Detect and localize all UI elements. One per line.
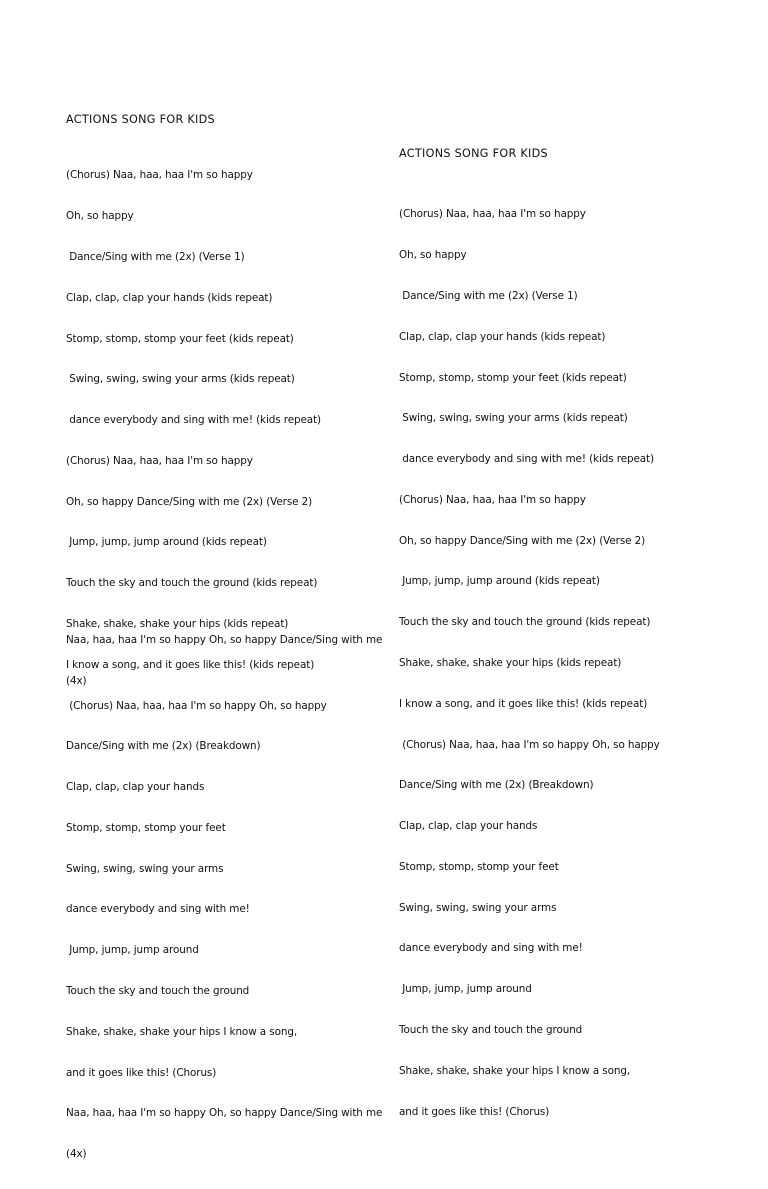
lyric-line: Touch the sky and touch the ground — [399, 1024, 583, 1036]
lyric-line: Oh, so happy — [66, 210, 134, 223]
lyric-line: Naa, haa, haa I'm so happy Oh, so happy Dance/Sing with me — [66, 1107, 383, 1120]
lyric-line: (Chorus) Naa, haa, haa I'm so happy Oh, so happy — [66, 699, 327, 712]
lyric-line: Jump, jump, jump around — [66, 944, 199, 957]
lyric-line: (4x) — [66, 674, 87, 687]
lyric-line: dance everybody and sing with me! — [399, 942, 583, 955]
lyric-line: Shake, shake, shake your hips (kids repeat) — [66, 617, 289, 630]
lyric-line: Stomp, stomp, stomp your feet — [399, 860, 559, 873]
lyric-line: Dance/Sing with me (2x) (Breakdown) — [66, 740, 261, 753]
lyric-line: Swing, swing, swing your arms (kids repeat) — [66, 373, 295, 386]
lyric-line: Swing, swing, swing your arms — [66, 862, 224, 875]
lyric-line: Dance/Sing with me (2x) (Verse 1) — [399, 289, 578, 302]
lyric-line: Shake, shake, shake your hips I know a song, — [399, 1064, 631, 1077]
lyric-line: Dance/Sing with me (2x) (Verse 1) — [66, 250, 245, 263]
lyric-line: Oh, so happy Dance/Sing with me (2x) (Verse 2) — [66, 495, 313, 508]
lyric-line: dance everybody and sing with me! (kids repeat) — [66, 414, 321, 427]
lyric-line: Clap, clap, clap your hands — [399, 820, 538, 833]
lyric-line: Shake, shake, shake your hips I know a song, — [66, 1025, 298, 1038]
lyric-line: (Chorus) Naa, haa, haa I'm so happy — [66, 454, 253, 467]
right-lyrics-column — [399, 120, 729, 1146]
lyric-line: Shake, shake, shake your hips (kids repeat) — [399, 656, 622, 669]
lyric-line: Clap, clap, clap your hands (kids repeat) — [66, 291, 273, 304]
lyric-line: Jump, jump, jump around — [399, 983, 532, 996]
lyric-line: Clap, clap, clap your hands — [66, 781, 205, 794]
lyric-line: Swing, swing, swing your arms — [399, 901, 557, 914]
lyric-line: (4x) — [66, 1148, 87, 1161]
lyric-line: Clap, clap, clap your hands (kids repeat) — [399, 330, 606, 343]
lyric-line: and it goes like this! (Chorus) — [66, 1066, 217, 1079]
lyric-line: (Chorus) Naa, haa, haa I'm so happy — [399, 493, 586, 506]
lyric-line: (Chorus) Naa, haa, haa I'm so happy — [66, 169, 253, 182]
lyric-line: Touch the sky and touch the ground (kids repeat) — [399, 616, 651, 629]
song-title: ACTIONS SONG FOR KIDS — [399, 147, 548, 161]
lyric-line: Oh, so happy — [399, 249, 467, 262]
lyric-line: I know a song, and it goes like this! (kids repeat) — [399, 697, 648, 710]
lyric-line: (Chorus) Naa, haa, haa I'm so happy Oh, so happy — [399, 738, 660, 751]
song-title: ACTIONS SONG FOR KIDS — [66, 113, 215, 127]
lyric-line: Oh, so happy Dance/Sing with me (2x) (Verse 2) — [399, 534, 646, 547]
lyric-line: Swing, swing, swing your arms (kids repeat) — [399, 412, 628, 425]
lyric-line: Stomp, stomp, stomp your feet — [66, 821, 226, 834]
lyric-line: dance everybody and sing with me! — [66, 903, 250, 916]
lyric-line: (Chorus) Naa, haa, haa I'm so happy — [399, 208, 586, 221]
lyric-line: and it goes like this! (Chorus) — [399, 1105, 550, 1118]
bottom-lyrics-block — [66, 607, 386, 716]
lyric-line: Touch the sky and touch the ground (kids repeat) — [66, 577, 318, 590]
lyric-line: Jump, jump, jump around (kids repeat) — [399, 575, 600, 588]
lyric-line: Dance/Sing with me (2x) (Breakdown) — [399, 779, 594, 792]
lyric-line: Touch the sky and touch the ground — [66, 985, 250, 997]
lyric-line: I know a song, and it goes like this! (kids repeat) — [66, 658, 315, 671]
lyric-line: Naa, haa, haa I'm so happy Oh, so happy Dance/Sing with me — [66, 634, 383, 647]
lyric-line: dance everybody and sing with me! (kids repeat) — [399, 453, 654, 466]
lyric-line: Stomp, stomp, stomp your feet (kids repeat) — [66, 332, 294, 345]
lyric-line: Stomp, stomp, stomp your feet (kids repeat) — [399, 371, 627, 384]
lyric-line: Jump, jump, jump around (kids repeat) — [66, 536, 267, 549]
